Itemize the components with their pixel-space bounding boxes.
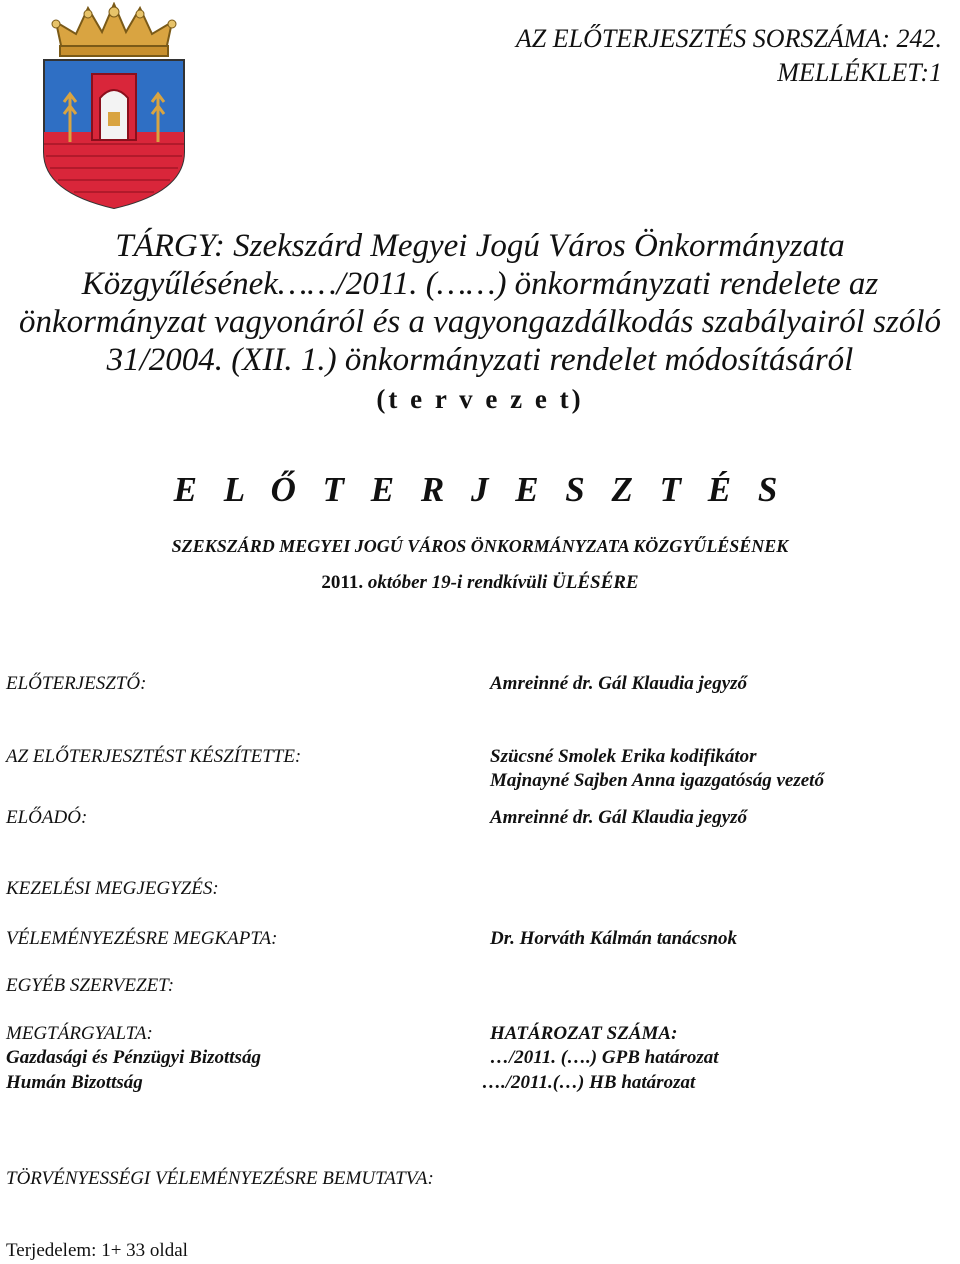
prepared-by-value-2: Majnayné Sajben Anna igazgatóság vezető bbox=[490, 770, 824, 791]
page-title: E L Ő T E R J E S Z T É S bbox=[173, 470, 787, 509]
opinion-label: VÉLEMÉNYEZÉSRE MEGKAPTA: bbox=[6, 928, 278, 949]
session-line bbox=[0, 572, 960, 594]
committee-2: Humán Bizottság bbox=[6, 1072, 143, 1093]
shield-icon bbox=[44, 60, 184, 208]
prepared-by-label: AZ ELŐTERJESZTÉST KÉSZÍTETTE: bbox=[6, 746, 302, 767]
other-organization-label: EGYÉB SZERVEZET: bbox=[6, 975, 175, 996]
committee-2-resolution: …./2011.(…) HB határozat bbox=[482, 1072, 696, 1093]
page-count: Terjedelem: 1+ 33 oldal bbox=[6, 1240, 188, 1261]
resolution-number-label: HATÁROZAT SZÁMA: bbox=[490, 1023, 678, 1044]
submitter-label: ELŐTERJESZTŐ: bbox=[6, 673, 147, 694]
subject-line-3: önkormányzat vagyonáról és a vagyongazdálkodás szabályairól szóló bbox=[18, 304, 942, 340]
submitter-value: Amreinné dr. Gál Klaudia jegyző bbox=[490, 673, 748, 694]
session-year: 2011. bbox=[321, 572, 364, 593]
council-name: SZEKSZÁRD MEGYEI JOGÚ VÁROS ÖNKORMÁNYZATA KÖZGYŰLÉSÉNEK bbox=[171, 536, 789, 556]
subject-line-4: 31/2004. (XII. 1.) önkormányzati rendelet módosításáról bbox=[106, 342, 854, 378]
draft-label: (t e r v e z e t) bbox=[376, 384, 584, 414]
prepared-by-value-1: Szücsné Smolek Erika kodifikátor bbox=[490, 746, 757, 767]
opinion-value: Dr. Horváth Kálmán tanácsnok bbox=[490, 928, 738, 949]
proposal-number: AZ ELŐTERJESZTÉS SORSZÁMA: 242. bbox=[515, 24, 942, 53]
presenter-label: ELŐADÓ: bbox=[6, 807, 88, 828]
session-description: október 19-i rendkívüli ÜLÉSÉRE bbox=[367, 572, 639, 593]
coat-of-arms-icon bbox=[40, 2, 188, 210]
presenter-value: Amreinné dr. Gál Klaudia jegyző bbox=[490, 807, 748, 828]
handling-note-label: KEZELÉSI MEGJEGYZÉS: bbox=[6, 878, 219, 899]
committee-1-resolution: …/2011. (….) GPB határozat bbox=[490, 1047, 719, 1068]
legality-review-label: TÖRVÉNYESSÉGI VÉLEMÉNYEZÉSRE BEMUTATVA: bbox=[6, 1168, 434, 1189]
crown-icon bbox=[52, 4, 176, 56]
subject-line-1: TÁRGY: Szekszárd Megyei Jogú Város Önkormányzata bbox=[115, 228, 845, 264]
attachment-label: MELLÉKLET:1 bbox=[777, 58, 942, 87]
discussed-label: MEGTÁRGYALTA: bbox=[6, 1023, 153, 1044]
subject-line-2: Közgyűlésének……/2011. (……) önkormányzati rendelete az bbox=[81, 266, 879, 302]
committee-1: Gazdasági és Pénzügyi Bizottság bbox=[6, 1047, 261, 1068]
